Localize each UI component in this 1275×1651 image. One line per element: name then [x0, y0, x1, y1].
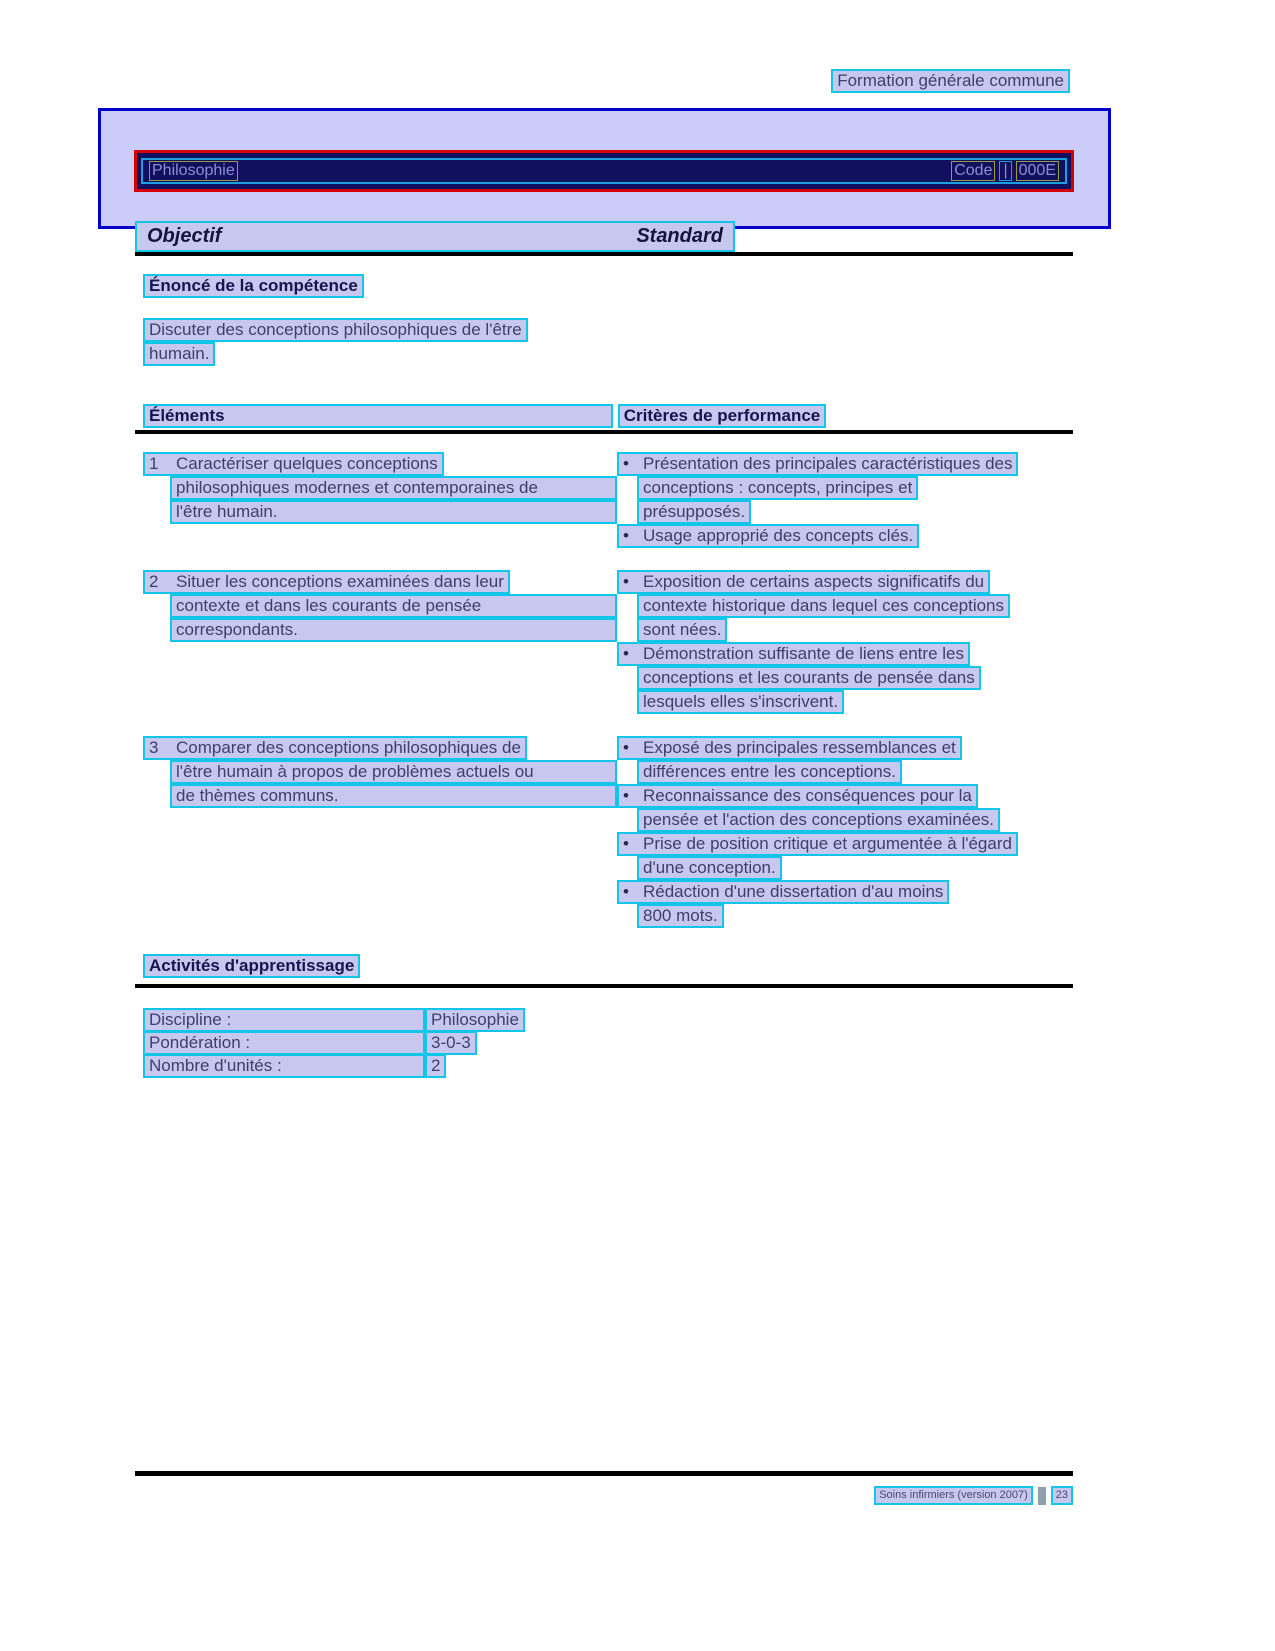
element-line: 1 Caractériser quelques conceptions — [143, 452, 444, 476]
criterion-line: • Rédaction d'une dissertation d'au moins — [617, 880, 949, 904]
criteria-cell — [617, 452, 1073, 548]
activites-heading: Activités d'apprentissage — [143, 954, 360, 978]
detail-label: Discipline : — [143, 1008, 425, 1032]
page-footer — [874, 1486, 1073, 1505]
criteria-cell — [617, 736, 1073, 928]
element-line: l'être humain à propos de problèmes actuels ou — [170, 760, 617, 784]
element-line: contexte et dans les courants de pensée — [170, 594, 617, 618]
criterion-line: lesquels elles s'inscrivent. — [637, 690, 844, 714]
activites-heading-line — [143, 954, 360, 978]
detail-row — [143, 1031, 525, 1054]
criterion-line: différences entre les conceptions. — [637, 760, 902, 784]
element-cell — [143, 570, 617, 714]
criterion — [617, 784, 1073, 832]
detail-value: 2 — [425, 1054, 446, 1078]
element-line: correspondants. — [170, 618, 617, 642]
code-label: Code — [951, 161, 995, 181]
divider-rule-elements — [135, 430, 1073, 434]
divider-rule-bottom — [135, 1471, 1073, 1476]
course-title-bar — [134, 150, 1074, 192]
enonce-heading-line — [143, 274, 364, 298]
element-number: 3 — [149, 738, 159, 757]
divider-rule-top — [135, 252, 1073, 256]
element-line: 3 Comparer des conceptions philosophiques de — [143, 736, 527, 760]
footer-divider-bar — [1038, 1487, 1046, 1505]
criterion-line: • Reconnaissance des conséquences pour la — [617, 784, 978, 808]
criterion-line: • Démonstration suffisante de liens entre les — [617, 642, 970, 666]
course-header-box — [98, 108, 1111, 229]
detail-label: Pondération : — [143, 1031, 425, 1055]
detail-value: 3-0-3 — [425, 1031, 477, 1055]
course-title: Philosophie — [149, 161, 238, 181]
table-row — [143, 570, 1073, 714]
criterion-line: sont nées. — [637, 618, 727, 642]
criterion — [617, 452, 1073, 524]
criterion-line: • Usage approprié des concepts clés. — [617, 524, 919, 548]
code-value: 000E — [1016, 161, 1059, 181]
standard-heading: Standard — [636, 225, 723, 247]
table-row — [143, 736, 1073, 928]
enonce-line: Discuter des conceptions philosophiques de l'être — [143, 318, 528, 342]
table-column-headers — [143, 404, 1073, 428]
criterion — [617, 832, 1073, 880]
criterion — [617, 570, 1073, 642]
criterion — [617, 642, 1073, 714]
element-line: 2 Situer les conceptions examinées dans leur — [143, 570, 510, 594]
criterion-line: • Présentation des principales caractéristiques des — [617, 452, 1018, 476]
divider-rule-activites — [135, 984, 1073, 988]
criterion — [617, 524, 1073, 548]
section-label: Formation générale commune — [831, 69, 1070, 93]
detail-row — [143, 1054, 525, 1077]
criteres-heading: Critères de performance — [618, 404, 827, 428]
criterion-line: 800 mots. — [637, 904, 724, 928]
criterion-line: pensée et l'action des conceptions examinées. — [637, 808, 1000, 832]
criterion-line: conceptions : concepts, principes et — [637, 476, 918, 500]
table-row — [143, 452, 1073, 548]
enonce-line: humain. — [143, 342, 215, 366]
criterion — [617, 736, 1073, 784]
elements-heading: Éléments — [143, 404, 613, 428]
element-number: 1 — [149, 454, 159, 473]
criterion — [617, 880, 1073, 928]
criterion-line: présupposés. — [637, 500, 751, 524]
element-line: de thèmes communs. — [170, 784, 617, 808]
course-details — [143, 1008, 525, 1077]
course-code-group — [951, 161, 1059, 181]
enonce-heading: Énoncé de la compétence — [143, 274, 364, 298]
detail-value: Philosophie — [425, 1008, 525, 1032]
detail-label: Nombre d'unités : — [143, 1054, 425, 1078]
element-cell — [143, 736, 617, 928]
detail-row — [143, 1008, 525, 1031]
element-number: 2 — [149, 572, 159, 591]
enonce-body — [143, 318, 528, 366]
objectif-standard-band — [135, 221, 735, 252]
criterion-line: • Prise de position critique et argumentée à l'égard — [617, 832, 1018, 856]
criteria-cell — [617, 570, 1073, 714]
element-line: l'être humain. — [170, 500, 617, 524]
footer-text: Soins infirmiers (version 2007) — [874, 1486, 1033, 1505]
criterion-line: conceptions et les courants de pensée dans — [637, 666, 981, 690]
criterion-line: • Exposition de certains aspects significatifs du — [617, 570, 990, 594]
criterion-line: • Exposé des principales ressemblances et — [617, 736, 962, 760]
objectif-heading: Objectif — [147, 225, 222, 247]
element-line: philosophiques modernes et contemporaines de — [170, 476, 617, 500]
criterion-line: contexte historique dans lequel ces conceptions — [637, 594, 1010, 618]
page-number: 23 — [1051, 1486, 1073, 1505]
code-separator: | — [999, 161, 1011, 181]
course-title-line — [141, 158, 1067, 184]
element-cell — [143, 452, 617, 548]
competency-table — [143, 452, 1073, 950]
section-label-line — [831, 69, 1070, 93]
criterion-line: d'une conception. — [637, 856, 782, 880]
